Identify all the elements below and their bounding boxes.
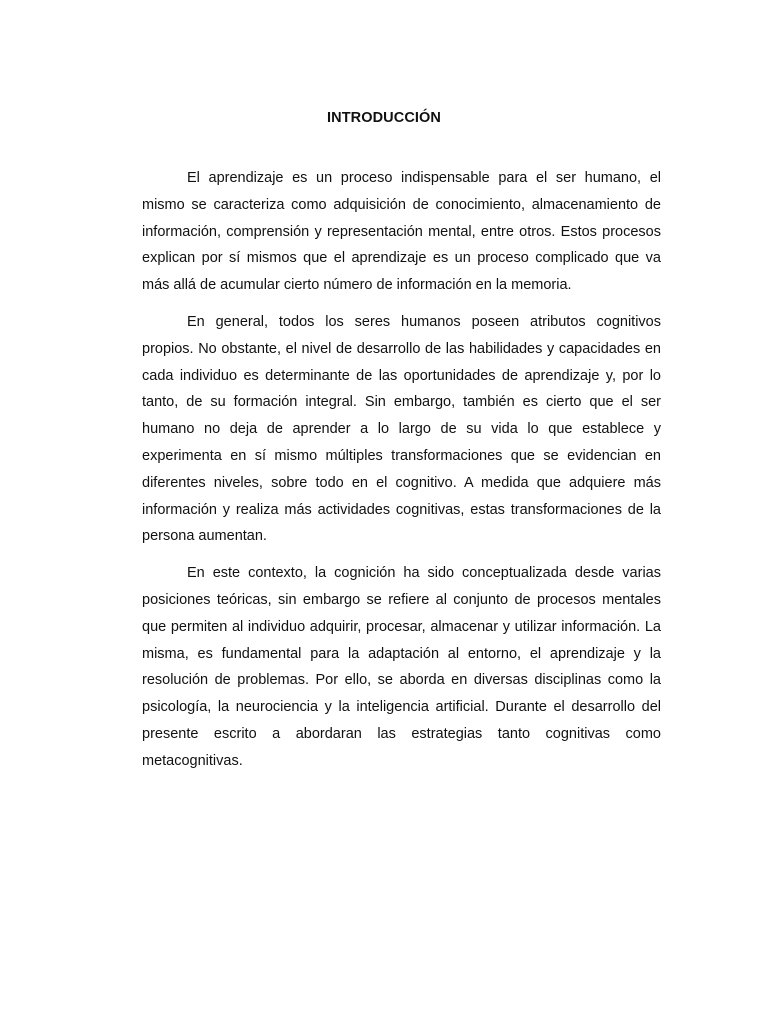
paragraph-1: El aprendizaje es un proceso indispensable para el ser humano, el mismo se caracteriza como adquisición de conocimiento, almacenamiento de información, comprensión y representación mental, entre otros. Estos procesos explican por sí mismos que el aprendizaje es un proceso complicado que va más allá de acumular cierto número de información en la memoria. — [142, 170, 661, 294]
page-title: INTRODUCCIÓN — [327, 110, 441, 126]
paragraph-2: En general, todos los seres humanos poseen atributos cognitivos propios. No obstante, el nivel de desarrollo de las habilidades y capacidades en cada individuo es determinante de las oportunidades de aprendizaje y, por lo tanto, de su formación integral. Sin embargo, también es cierto que el ser humano no deja de aprender a lo largo de su vida lo que establece y experimenta en sí mismo múltiples transformaciones que se evidencian en diferentes niveles, sobre todo en el cognitivo. A medida que adquiere más información y realiza más actividades cognitivas, estas transformaciones de la persona aumentan. — [142, 313, 661, 545]
paragraph-3: En este contexto, la cognición ha sido conceptualizada desde varias posiciones teóricas, sin embargo se refiere al conjunto de procesos mentales que permiten al individuo adquirir, procesar, almacenar y utilizar información. La misma, es fundamental para la adaptación al entorno, el aprendizaje y la resolución de problemas. Por ello, se aborda en diversas disciplinas como la psicología, la neurociencia y la inteligencia artificial. Durante el desarrollo del presente escrito a abordaran las estrategias tanto cognitivas como metacognitivas. — [142, 565, 661, 769]
document-body — [142, 165, 661, 785]
